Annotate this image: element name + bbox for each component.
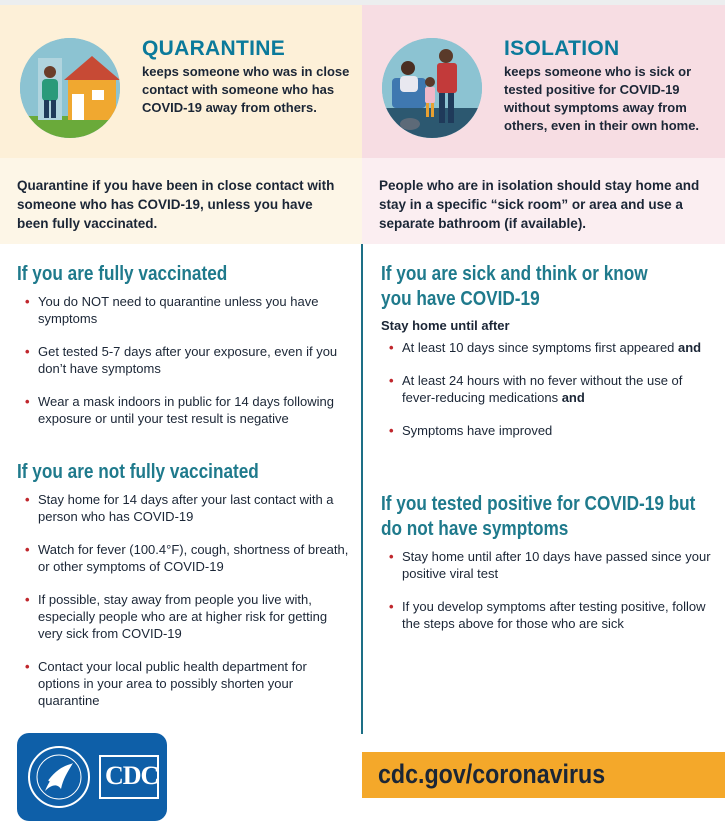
list-item: • You do NOT need to quarantine unless you have symptoms [17, 293, 352, 327]
isolation-intro: People who are in isolation should stay home and stay in a specific “sick room” or area and use a separate bathroom (if available). [379, 178, 700, 231]
quarantine-intro-box [0, 158, 362, 244]
quarantine-tagline: keeps someone who was in close contact with someone who has COVID-19 away from others. [142, 64, 350, 115]
list-item [381, 372, 716, 406]
not-vaccinated-heading: If you are not fully vaccinated [17, 461, 259, 483]
list-item [381, 422, 716, 439]
isolation-header [362, 5, 725, 158]
cdc-url[interactable]: cdc.gov/coronavirus [378, 759, 606, 789]
house-illustration [20, 38, 120, 138]
list-item: • If you develop symptoms after testing positive, follow the steps above for those who are sick [381, 598, 716, 632]
vaccinated-list [17, 293, 352, 427]
isolation-intro-box [362, 158, 725, 244]
column-divider [361, 244, 363, 734]
vaccinated-heading: If you are fully vaccinated [17, 263, 228, 285]
sick-list [381, 339, 716, 439]
list-item: • Contact your local public health department for options in your area to possibly shorten your quarantine [17, 658, 352, 709]
cdc-logo [17, 733, 167, 821]
list-item: • Stay home until after 10 days have passed since your positive viral test [381, 548, 716, 582]
list-item-text: Symptoms have improved [402, 423, 553, 438]
isolation-title: ISOLATION [504, 37, 620, 60]
sick-subheading: Stay home until after [381, 318, 510, 333]
not-vaccinated-section [17, 460, 352, 725]
list-item-text: At least 10 days since symptoms first appeared [402, 340, 679, 355]
isolation-tagline: keeps someone who is sick or tested positive for COVID-19 without symptoms away from others, even in their own home. [504, 64, 700, 133]
list-item: • If possible, stay away from people you live with, especially people who are at higher risk for getting very sick from COVID-19 [17, 591, 352, 642]
sick-heading-line2: you have COVID-19 [381, 288, 540, 310]
list-item-text: At least 24 hours with no fever without the use of fever-reducing medications [402, 373, 683, 405]
list-item: • Get tested 5-7 days after your exposure, even if you don’t have symptoms [17, 343, 352, 377]
positive-section [381, 492, 716, 648]
not-vaccinated-list [17, 491, 352, 709]
sick-heading-line1: If you are sick and think or know [381, 263, 648, 285]
family-illustration [382, 38, 482, 138]
quarantine-intro: Quarantine if you have been in close contact with someone who has COVID-19, unless you have been fully vaccinated. [17, 178, 335, 231]
quarantine-title: QUARANTINE [142, 37, 285, 60]
list-item: • Stay home for 14 days after your last contact with a person who has COVID-19 [17, 491, 352, 525]
list-item-bold: and [561, 390, 585, 405]
list-item-bold: and [678, 340, 702, 355]
positive-list [381, 548, 716, 632]
quarantine-header [0, 5, 362, 158]
quarantine-column [0, 0, 362, 834]
cdc-logo-text: CDC [105, 761, 159, 790]
sick-section [381, 262, 716, 455]
positive-heading-line2: do not have symptoms [381, 518, 569, 540]
list-item: • Watch for fever (100.4°F), cough, shortness of breath, or other symptoms of COVID-19 [17, 541, 352, 575]
list-item [381, 339, 716, 356]
list-item: • Wear a mask indoors in public for 14 days following exposure or until your test result is negative [17, 393, 352, 427]
positive-heading-line1: If you tested positive for COVID-19 but [381, 493, 696, 515]
isolation-column [362, 0, 725, 834]
vaccinated-section [17, 262, 352, 443]
url-banner[interactable] [362, 752, 725, 798]
